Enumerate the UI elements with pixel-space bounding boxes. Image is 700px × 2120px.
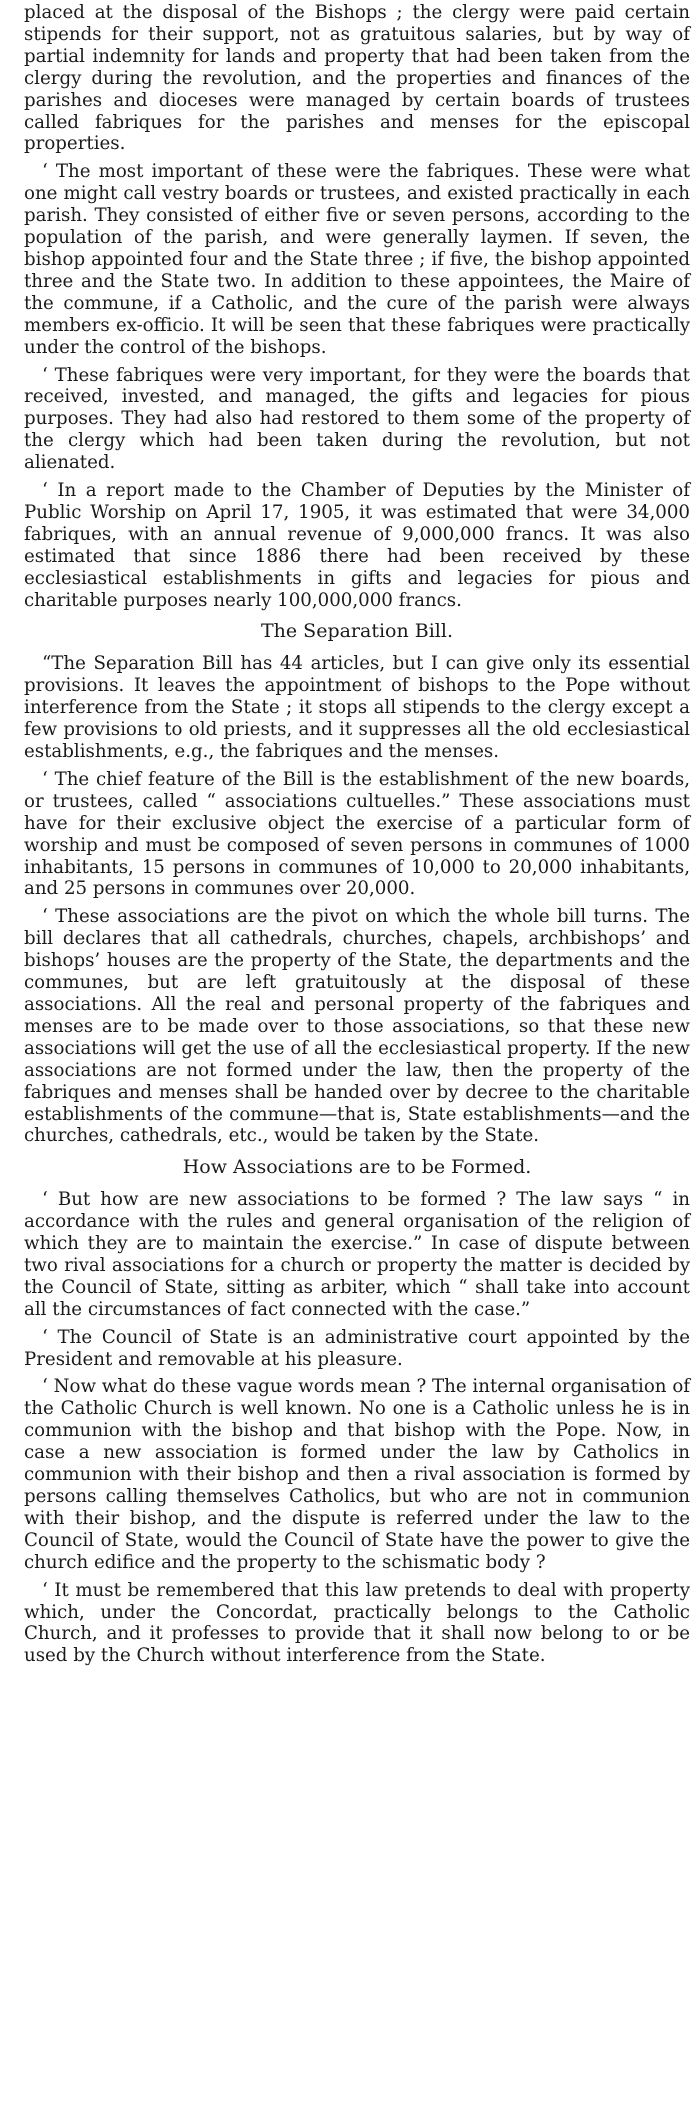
paragraph-vague-words: ‘ Now what do these vague words mean ? The internal organisation of the Catholic Church is well known. No one is a Catholic unless he is in communion with the bishop and that bishop with the Pope. Now, in case a new association is formed under the law by Catholics in communion with their bishop and then a rival association is formed by persons calling themselves Catholics, but who are not in communion with their bishop, and the dispute is referred under the law to the Council of State, would the Council of State have the power to give the church edifice and the property to the schismatic body ? xyxy=(24,1376,690,1573)
section-heading-separation-bill: The Separation Bill. xyxy=(260,620,453,643)
paragraph-report: ‘ In a report made to the Chamber of Deputies by the Minister of Public Worship on April 17, 1905, it was estimated that were 34,000 fabriques, with an annual revenue of 9,000,000 francs. It was also estimated that since 1886 there had been received by these ecclesiastical establishments in gifts and legacies for pious and charitable purposes nearly 100,000,000 francs. xyxy=(24,480,690,611)
paragraph-associations-pivot: ‘ These associations are the pivot on which the whole bill turns. The bill declares that all cathedrals, churches, chapels, archbishops’ and bishops’ houses are the property of the State, the departments and the communes, but are left gratuitously at the disposal of these associations. All the real and personal property of the fabriques and menses are to be made over to those associations, so that these new associations will get the use of all the ecclesiastical property. If the new associations are not formed under the law, then the property of the fabriques and menses shall be handed over by decree to the charitable establishments of the commune—that is, State establishments—and the churches, cathedrals, etc., would be taken by the State. xyxy=(24,906,690,1147)
section-heading-associations-formed: How Associations are to be Formed. xyxy=(182,1156,532,1179)
paragraph-fabriques: ‘ The most important of these were the fabriques. These were what one might call vestry boards or trustees, and existed practically in each parish. They consisted of either five or seven persons, according to the population of the parish, and were generally laymen. If seven, the bishop appointed four and the State three ; if five, the bishop appointed three and the State two. In addition to these appointees, the Maire of the commune, if a Catholic, and the cure of the parish were always members ex-officio. It will be seen that these fabriques were practically under the control of the bishops. xyxy=(24,161,690,358)
paragraph-fabriques-importance: ‘ These fabriques were very important, for they were the boards that received, invested, and managed, the gifts and legacies for pious purposes. They had also had restored to them some of the property of the clergy which had been taken during the revolution, but not alienated. xyxy=(24,364,690,474)
paragraph-continuation: placed at the disposal of the Bishops ; the clergy were paid certain stipends for their support, not as gratuitous salaries, but by way of partial indemnity for lands and property that had been taken from the clergy during the revolution, and the properties and finances of the parishes and dioceses were managed by certain boards of trustees called fabriques for the parishes and menses for the episcopal properties. xyxy=(24,2,690,155)
paragraph-concordat: ‘ It must be remembered that this law pretends to deal with property which, under the Concordat, practically belongs to the Catholic Church, and it professes to provide that it shall now belong to or be used by the Church without interference from the State. xyxy=(24,1579,690,1667)
paragraph-council-of-state: ‘ The Council of State is an administrative court appointed by the President and removable at his pleasure. xyxy=(24,1326,690,1370)
paragraph-associations-cultuelles: ‘ The chief feature of the Bill is the establishment of the new boards, or trustees, called “ associations cultuelles.” These associations must have for their exclusive object the exercise of a particular form of worship and must be composed of seven persons in communes of 1000 inhabitants, 15 persons in communes of 10,000 to 20,000 inhabitants, and 25 persons in communes over 20,000. xyxy=(24,768,690,900)
paragraph-how-formed: ‘ But how are new associations to be formed ? The law says “ in accordance with the rules and general organisation of the religion of which they are to maintain the exercise.” In case of dispute between two rival associations for a church or property the matter is decided by the Council of State, sitting as arbiter, which “ shall take into account all the circumstances of fact connected with the case.” xyxy=(24,1189,690,1320)
paragraph-bill-articles: “The Separation Bill has 44 articles, but I can give only its essential provisions. It leaves the appointment of bishops to the Pope without interference from the State ; it stops all stipends to the clergy except a few provisions to old priests, and it suppresses all the old ecclesiastical establishments, e.g., the fabriques and the menses. xyxy=(24,653,690,762)
